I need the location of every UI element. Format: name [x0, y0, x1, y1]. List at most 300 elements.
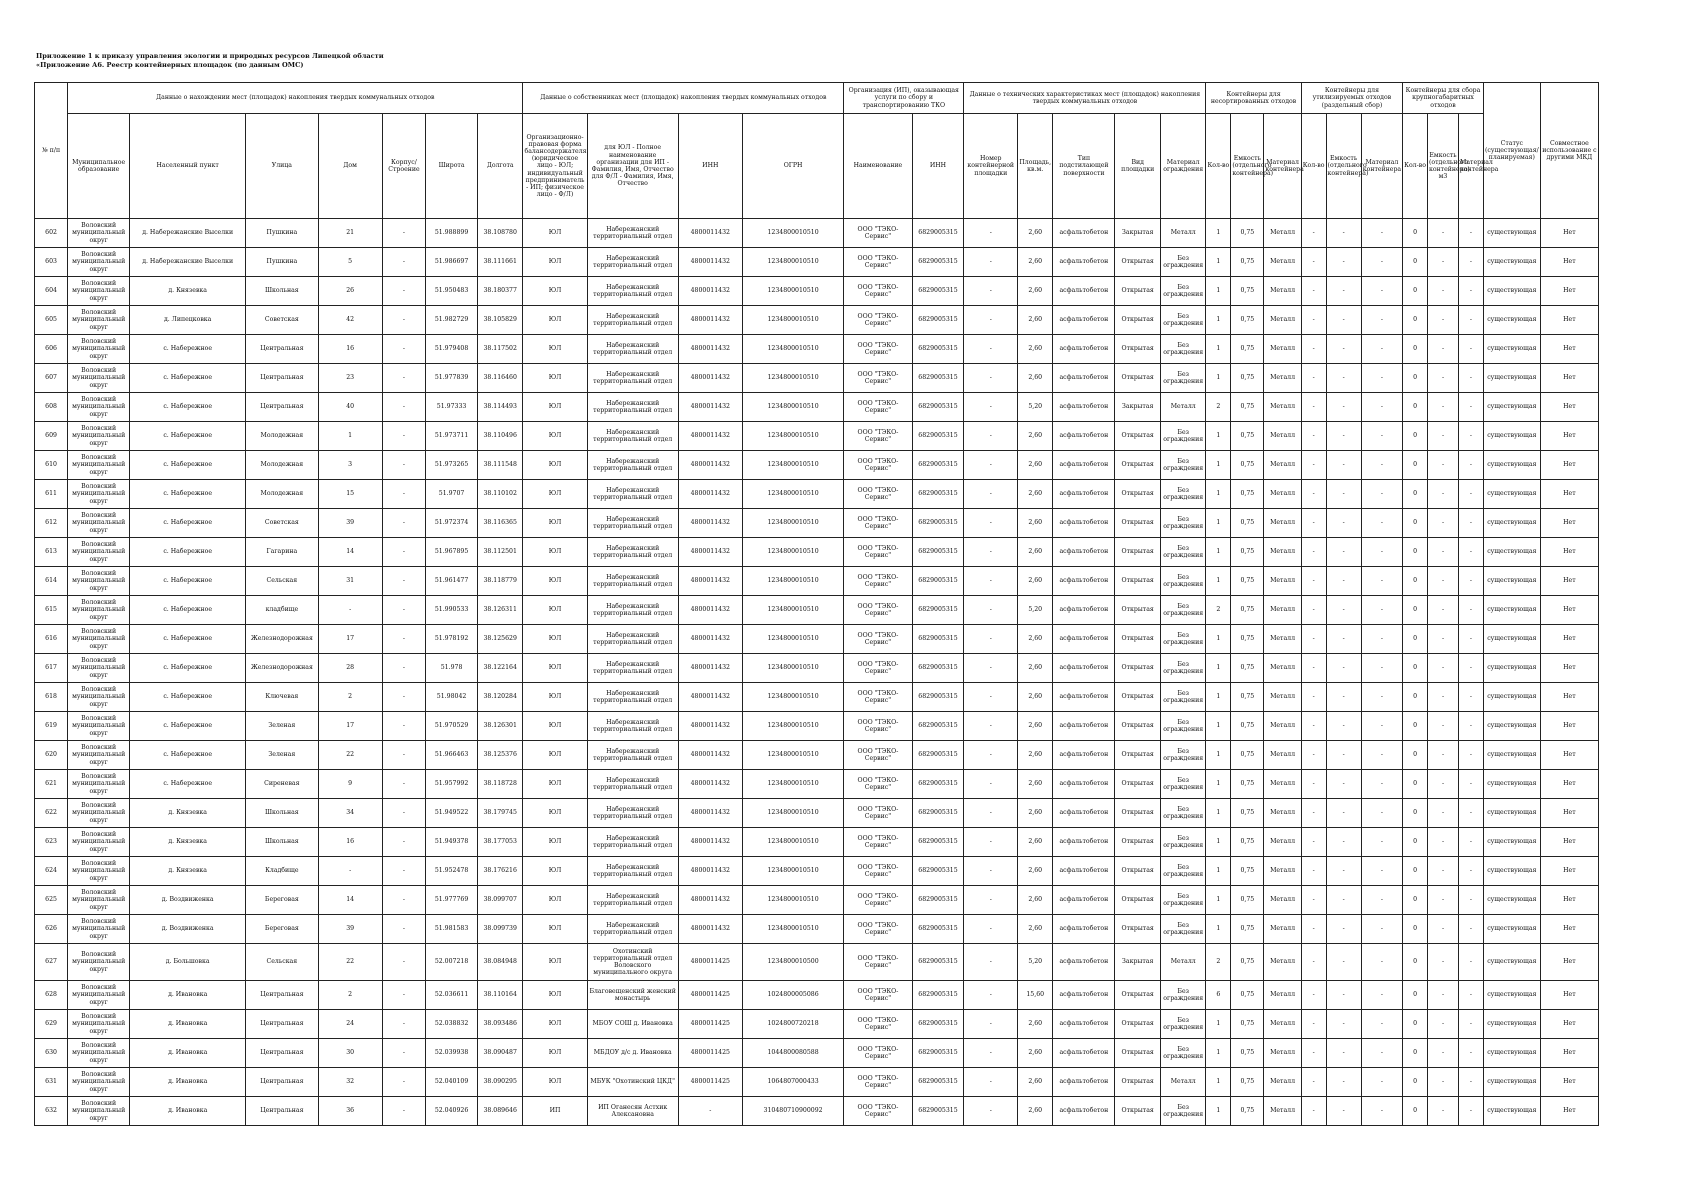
cell-loc: с. Набережное	[130, 393, 246, 422]
cell-mm: Металл	[1264, 1010, 1301, 1039]
cell-mm: Металл	[1264, 915, 1301, 944]
cell-type: Открытая	[1115, 480, 1161, 509]
cell-form: ЮЛ	[523, 1010, 587, 1039]
cell-bv: -	[1427, 828, 1458, 857]
cell-sm: -	[1361, 1068, 1402, 1097]
cell-n: 630	[35, 1039, 68, 1068]
cell-org: ООО "ТЭКО-Сервис"	[844, 683, 912, 712]
cell-bq: 0	[1403, 944, 1428, 981]
cell-ogrn: 310480710900092	[742, 1097, 843, 1126]
cell-bld: -	[382, 219, 425, 248]
cell-mm: Металл	[1264, 509, 1301, 538]
cell-site: -	[964, 683, 1018, 712]
cell-surf: асфальтобетон	[1053, 335, 1115, 364]
cell-area: 2,60	[1018, 335, 1053, 364]
cell-sq: -	[1301, 799, 1326, 828]
cell-shared: Нет	[1540, 567, 1598, 596]
cell-loc: с. Набережное	[130, 625, 246, 654]
cell-surf: асфальтобетон	[1053, 981, 1115, 1010]
cell-fence: Металл	[1160, 1068, 1206, 1097]
cell-bm: -	[1459, 981, 1484, 1010]
cell-area: 2,60	[1018, 422, 1053, 451]
cell-sv: -	[1326, 393, 1361, 422]
cell-mo: Воловский муниципальный округ	[68, 944, 130, 981]
cell-mv: 0,75	[1231, 741, 1264, 770]
cell-site: -	[964, 480, 1018, 509]
cell-lon: 38.120284	[477, 683, 523, 712]
cell-oinn: 6829005315	[912, 1039, 964, 1068]
cell-sq: -	[1301, 712, 1326, 741]
cell-org: ООО "ТЭКО-Сервис"	[844, 306, 912, 335]
cell-loc: д. Князевка	[130, 799, 246, 828]
cell-form: ЮЛ	[523, 567, 587, 596]
cell-sq: -	[1301, 770, 1326, 799]
cell-n: 605	[35, 306, 68, 335]
cell-site: -	[964, 219, 1018, 248]
cell-status: существующая	[1483, 480, 1540, 509]
cell-lat: 51.970529	[426, 712, 478, 741]
cell-house: -	[318, 596, 382, 625]
cell-lon: 38.110164	[477, 981, 523, 1010]
cell-lat: 51.979408	[426, 335, 478, 364]
cell-bm: -	[1459, 306, 1484, 335]
cell-mv: 0,75	[1231, 625, 1264, 654]
cell-mm: Металл	[1264, 770, 1301, 799]
cell-bv: -	[1427, 654, 1458, 683]
cell-inn: 4800011432	[678, 712, 742, 741]
cell-status: существующая	[1483, 509, 1540, 538]
cell-bld: -	[382, 335, 425, 364]
cell-bm: -	[1459, 1010, 1484, 1039]
cell-site: -	[964, 1068, 1018, 1097]
cell-form: ЮЛ	[523, 277, 587, 306]
cell-ogrn: 1234800010510	[742, 509, 843, 538]
cell-shared: Нет	[1540, 915, 1598, 944]
table-row	[35, 683, 1599, 712]
cell-oinn: 6829005315	[912, 741, 964, 770]
cell-lon: 38.177053	[477, 828, 523, 857]
cell-bm: -	[1459, 944, 1484, 981]
cell-lat: 51.950483	[426, 277, 478, 306]
cell-n: 603	[35, 248, 68, 277]
cell-fence: Без ограждения	[1160, 770, 1206, 799]
cell-mm: Металл	[1264, 981, 1301, 1010]
cell-bv: -	[1427, 538, 1458, 567]
cell-shared: Нет	[1540, 480, 1598, 509]
cell-mv: 0,75	[1231, 335, 1264, 364]
cell-mq: 1	[1206, 335, 1231, 364]
cell-bm: -	[1459, 625, 1484, 654]
cell-org: ООО "ТЭКО-Сервис"	[844, 828, 912, 857]
cell-sq: -	[1301, 1039, 1326, 1068]
cell-mq: 1	[1206, 306, 1231, 335]
cell-bld: -	[382, 364, 425, 393]
cell-status: существующая	[1483, 422, 1540, 451]
cell-lon: 38.122164	[477, 654, 523, 683]
cell-mm: Металл	[1264, 480, 1301, 509]
cell-inn: 4800011432	[678, 306, 742, 335]
cell-fence: Металл	[1160, 393, 1206, 422]
cell-type: Открытая	[1115, 625, 1161, 654]
cell-mv: 0,75	[1231, 886, 1264, 915]
cell-mv: 0,75	[1231, 538, 1264, 567]
cell-inn: 4800011425	[678, 1068, 742, 1097]
cell-fence: Без ограждения	[1160, 857, 1206, 886]
cell-street: Зеленая	[246, 741, 318, 770]
cell-org: ООО "ТЭКО-Сервис"	[844, 654, 912, 683]
cell-mv: 0,75	[1231, 1097, 1264, 1126]
cell-sq: -	[1301, 857, 1326, 886]
col-mixed-mat-header: Материал контейнера	[1264, 114, 1301, 219]
cell-shared: Нет	[1540, 1068, 1598, 1097]
cell-bq: 0	[1403, 480, 1428, 509]
table-row	[35, 1068, 1599, 1097]
cell-shared: Нет	[1540, 596, 1598, 625]
cell-org: ООО "ТЭКО-Сервис"	[844, 480, 912, 509]
cell-ogrn: 1234800010510	[742, 248, 843, 277]
cell-house: 30	[318, 1039, 382, 1068]
cell-inn: 4800011432	[678, 799, 742, 828]
cell-oinn: 6829005315	[912, 1010, 964, 1039]
cell-bld: -	[382, 944, 425, 981]
cell-loc: с. Набережное	[130, 712, 246, 741]
cell-sm: -	[1361, 712, 1402, 741]
cell-street: Ключевая	[246, 683, 318, 712]
cell-street: Советская	[246, 306, 318, 335]
cell-bv: -	[1427, 741, 1458, 770]
cell-oinn: 6829005315	[912, 538, 964, 567]
col-surface-header: Тип подстилающей поверхности	[1053, 114, 1115, 219]
cell-lon: 38.093486	[477, 1010, 523, 1039]
col-locality-header: Населенный пункт	[130, 114, 246, 219]
cell-lat: 51.990533	[426, 596, 478, 625]
cell-house: 17	[318, 712, 382, 741]
cell-inn: 4800011432	[678, 509, 742, 538]
cell-sm: -	[1361, 248, 1402, 277]
cell-lon: 38.111548	[477, 451, 523, 480]
cell-inn: 4800011432	[678, 654, 742, 683]
cell-sm: -	[1361, 480, 1402, 509]
cell-n: 621	[35, 770, 68, 799]
cell-bld: -	[382, 683, 425, 712]
cell-house: 2	[318, 683, 382, 712]
cell-area: 2,60	[1018, 277, 1053, 306]
table-row	[35, 770, 1599, 799]
cell-type: Открытая	[1115, 364, 1161, 393]
cell-owner: Набережанский территориальный отдел	[587, 596, 678, 625]
cell-inn: 4800011432	[678, 886, 742, 915]
cell-type: Закрытая	[1115, 219, 1161, 248]
cell-loc: с. Набережное	[130, 538, 246, 567]
table-row	[35, 828, 1599, 857]
cell-ogrn: 1234800010510	[742, 335, 843, 364]
cell-bld: -	[382, 886, 425, 915]
cell-sm: -	[1361, 799, 1402, 828]
cell-sv: -	[1326, 364, 1361, 393]
cell-type: Открытая	[1115, 306, 1161, 335]
cell-street: Центральная	[246, 1010, 318, 1039]
cell-owner: Набережанский территориальный отдел	[587, 219, 678, 248]
cell-type: Открытая	[1115, 770, 1161, 799]
cell-sm: -	[1361, 944, 1402, 981]
cell-shared: Нет	[1540, 1039, 1598, 1068]
cell-bld: -	[382, 915, 425, 944]
cell-lat: 51.977839	[426, 364, 478, 393]
cell-status: существующая	[1483, 335, 1540, 364]
cell-sm: -	[1361, 451, 1402, 480]
cell-mv: 0,75	[1231, 654, 1264, 683]
cell-type: Закрытая	[1115, 944, 1161, 981]
cell-sm: -	[1361, 277, 1402, 306]
cell-form: ЮЛ	[523, 335, 587, 364]
cell-mq: 1	[1206, 480, 1231, 509]
cell-n: 613	[35, 538, 68, 567]
cell-shared: Нет	[1540, 393, 1598, 422]
cell-lon: 38.176216	[477, 857, 523, 886]
cell-mv: 0,75	[1231, 712, 1264, 741]
cell-type: Открытая	[1115, 538, 1161, 567]
cell-bq: 0	[1403, 1068, 1428, 1097]
cell-lon: 38.125376	[477, 741, 523, 770]
cell-bld: -	[382, 741, 425, 770]
cell-lat: 52.038832	[426, 1010, 478, 1039]
table-row	[35, 712, 1599, 741]
cell-lon: 38.110496	[477, 422, 523, 451]
cell-mq: 1	[1206, 1010, 1231, 1039]
cell-fence: Без ограждения	[1160, 364, 1206, 393]
cell-mm: Металл	[1264, 741, 1301, 770]
cell-street: Железнодорожная	[246, 654, 318, 683]
cell-status: существующая	[1483, 248, 1540, 277]
cell-sv: -	[1326, 248, 1361, 277]
cell-owner: Набережанский территориальный отдел	[587, 364, 678, 393]
col-house-header: Дом	[318, 114, 382, 219]
cell-sm: -	[1361, 364, 1402, 393]
cell-shared: Нет	[1540, 981, 1598, 1010]
cell-house: 34	[318, 799, 382, 828]
cell-site: -	[964, 654, 1018, 683]
cell-mo: Воловский муниципальный округ	[68, 509, 130, 538]
cell-area: 2,60	[1018, 1068, 1053, 1097]
cell-bm: -	[1459, 219, 1484, 248]
cell-owner: Набережанский территориальный отдел	[587, 683, 678, 712]
cell-sq: -	[1301, 509, 1326, 538]
cell-bv: -	[1427, 799, 1458, 828]
cell-bm: -	[1459, 915, 1484, 944]
cell-owner: ИП Оганесян Астхик Алексановна	[587, 1097, 678, 1126]
col-shared-header: Совместное использование с другими МКД	[1540, 83, 1598, 219]
cell-sv: -	[1326, 1097, 1361, 1126]
cell-ogrn: 1234800010510	[742, 683, 843, 712]
cell-mm: Металл	[1264, 944, 1301, 981]
cell-lat: 51.973711	[426, 422, 478, 451]
cell-inn: -	[678, 1097, 742, 1126]
cell-ogrn: 1234800010510	[742, 770, 843, 799]
cell-lon: 38.180377	[477, 277, 523, 306]
cell-sq: -	[1301, 219, 1326, 248]
cell-type: Открытая	[1115, 335, 1161, 364]
cell-oinn: 6829005315	[912, 915, 964, 944]
cell-bv: -	[1427, 915, 1458, 944]
cell-bld: -	[382, 857, 425, 886]
header-line-1: Приложение 1 к приказу управления экологии и природных ресурсов Липецкой области	[36, 52, 384, 60]
cell-mm: Металл	[1264, 248, 1301, 277]
cell-bv: -	[1427, 625, 1458, 654]
cell-mo: Воловский муниципальный округ	[68, 335, 130, 364]
cell-mq: 1	[1206, 1097, 1231, 1126]
cell-loc: д. Липецковка	[130, 306, 246, 335]
cell-form: ЮЛ	[523, 1039, 587, 1068]
cell-street: Зеленая	[246, 712, 318, 741]
cell-mm: Металл	[1264, 683, 1301, 712]
cell-sq: -	[1301, 306, 1326, 335]
cell-owner: МБОУ СОШ д. Ивановка	[587, 1010, 678, 1039]
cell-sq: -	[1301, 277, 1326, 306]
cell-form: ЮЛ	[523, 538, 587, 567]
cell-sm: -	[1361, 509, 1402, 538]
table-row	[35, 741, 1599, 770]
table-row	[35, 981, 1599, 1010]
cell-area: 2,60	[1018, 248, 1053, 277]
cell-loc: д. Ивановка	[130, 1068, 246, 1097]
cell-bld: -	[382, 654, 425, 683]
cell-street: Пушкина	[246, 248, 318, 277]
cell-sm: -	[1361, 1039, 1402, 1068]
cell-area: 2,60	[1018, 625, 1053, 654]
cell-status: существующая	[1483, 741, 1540, 770]
cell-org: ООО "ТЭКО-Сервис"	[844, 219, 912, 248]
cell-type: Открытая	[1115, 857, 1161, 886]
cell-n: 628	[35, 981, 68, 1010]
table-row	[35, 799, 1599, 828]
cell-mm: Металл	[1264, 1068, 1301, 1097]
cell-owner: Охотинский территориальный отдел Воловского муниципального округа	[587, 944, 678, 981]
cell-sv: -	[1326, 654, 1361, 683]
cell-surf: асфальтобетон	[1053, 248, 1115, 277]
cell-oinn: 6829005315	[912, 944, 964, 981]
cell-form: ЮЛ	[523, 509, 587, 538]
cell-loc: д. Большовка	[130, 944, 246, 981]
cell-mq: 6	[1206, 981, 1231, 1010]
cell-bm: -	[1459, 422, 1484, 451]
cell-shared: Нет	[1540, 277, 1598, 306]
cell-sm: -	[1361, 219, 1402, 248]
cell-status: существующая	[1483, 1068, 1540, 1097]
cell-house: 39	[318, 915, 382, 944]
cell-bq: 0	[1403, 509, 1428, 538]
cell-lat: 52.007218	[426, 944, 478, 981]
cell-type: Открытая	[1115, 712, 1161, 741]
cell-surf: асфальтобетон	[1053, 538, 1115, 567]
cell-type: Открытая	[1115, 981, 1161, 1010]
cell-bq: 0	[1403, 335, 1428, 364]
cell-owner: Набережанский территориальный отдел	[587, 741, 678, 770]
cell-house: -	[318, 857, 382, 886]
cell-n: 610	[35, 451, 68, 480]
cell-ogrn: 1044800080588	[742, 1039, 843, 1068]
cell-bq: 0	[1403, 277, 1428, 306]
cell-n: 629	[35, 1010, 68, 1039]
cell-ogrn: 1234800010510	[742, 219, 843, 248]
cell-surf: асфальтобетон	[1053, 799, 1115, 828]
cell-type: Открытая	[1115, 277, 1161, 306]
cell-oinn: 6829005315	[912, 770, 964, 799]
cell-shared: Нет	[1540, 857, 1598, 886]
cell-bv: -	[1427, 364, 1458, 393]
cell-status: существующая	[1483, 857, 1540, 886]
cell-form: ЮЛ	[523, 480, 587, 509]
cell-form: ЮЛ	[523, 828, 587, 857]
cell-mv: 0,75	[1231, 857, 1264, 886]
table-row	[35, 509, 1599, 538]
cell-shared: Нет	[1540, 219, 1598, 248]
cell-bm: -	[1459, 1068, 1484, 1097]
cell-shared: Нет	[1540, 248, 1598, 277]
cell-fence: Без ограждения	[1160, 712, 1206, 741]
cell-street: Железнодорожная	[246, 625, 318, 654]
cell-inn: 4800011432	[678, 277, 742, 306]
header-line-2: «Приложение А6. Реестр контейнерных площадок (по данным ОМС)	[36, 61, 304, 69]
cell-street: Школьная	[246, 828, 318, 857]
cell-loc: с. Набережное	[130, 654, 246, 683]
cell-house: 23	[318, 364, 382, 393]
cell-sq: -	[1301, 1010, 1326, 1039]
cell-mv: 0,75	[1231, 1068, 1264, 1097]
cell-inn: 4800011432	[678, 741, 742, 770]
cell-surf: асфальтобетон	[1053, 1039, 1115, 1068]
cell-owner: МБУК "Охотинский ЦКД"	[587, 1068, 678, 1097]
cell-mo: Воловский муниципальный округ	[68, 857, 130, 886]
cell-lat: 52.036611	[426, 981, 478, 1010]
cell-loc: д. Ивановка	[130, 981, 246, 1010]
cell-sv: -	[1326, 799, 1361, 828]
cell-mm: Металл	[1264, 799, 1301, 828]
cell-lat: 51.966463	[426, 741, 478, 770]
cell-org: ООО "ТЭКО-Сервис"	[844, 915, 912, 944]
cell-surf: асфальтобетон	[1053, 277, 1115, 306]
cell-bv: -	[1427, 451, 1458, 480]
cell-bld: -	[382, 596, 425, 625]
cell-oinn: 6829005315	[912, 393, 964, 422]
cell-type: Открытая	[1115, 1039, 1161, 1068]
cell-house: 32	[318, 1068, 382, 1097]
cell-fence: Без ограждения	[1160, 335, 1206, 364]
col-owner-name-header: для ЮЛ - Полное наименование организации для ИП - Фамилия, Имя, Отчество для Ф/Л - Фамилия, Имя, Отчество	[587, 114, 678, 219]
cell-mq: 1	[1206, 915, 1231, 944]
cell-org: ООО "ТЭКО-Сервис"	[844, 451, 912, 480]
cell-bv: -	[1427, 981, 1458, 1010]
cell-loc: д. Князевка	[130, 828, 246, 857]
cell-sv: -	[1326, 335, 1361, 364]
cell-n: 619	[35, 712, 68, 741]
cell-status: существующая	[1483, 981, 1540, 1010]
cell-fence: Без ограждения	[1160, 625, 1206, 654]
cell-lat: 51.986697	[426, 248, 478, 277]
cell-n: 602	[35, 219, 68, 248]
cell-n: 632	[35, 1097, 68, 1126]
cell-bv: -	[1427, 1039, 1458, 1068]
cell-n: 620	[35, 741, 68, 770]
cell-bv: -	[1427, 596, 1458, 625]
cell-house: 36	[318, 1097, 382, 1126]
group-owners-header: Данные о собственниках мест (площадок) накопления твердых коммунальных отходов	[523, 83, 844, 114]
cell-surf: асфальтобетон	[1053, 451, 1115, 480]
cell-bv: -	[1427, 393, 1458, 422]
cell-mm: Металл	[1264, 422, 1301, 451]
cell-bm: -	[1459, 1039, 1484, 1068]
cell-area: 2,60	[1018, 857, 1053, 886]
cell-sm: -	[1361, 422, 1402, 451]
